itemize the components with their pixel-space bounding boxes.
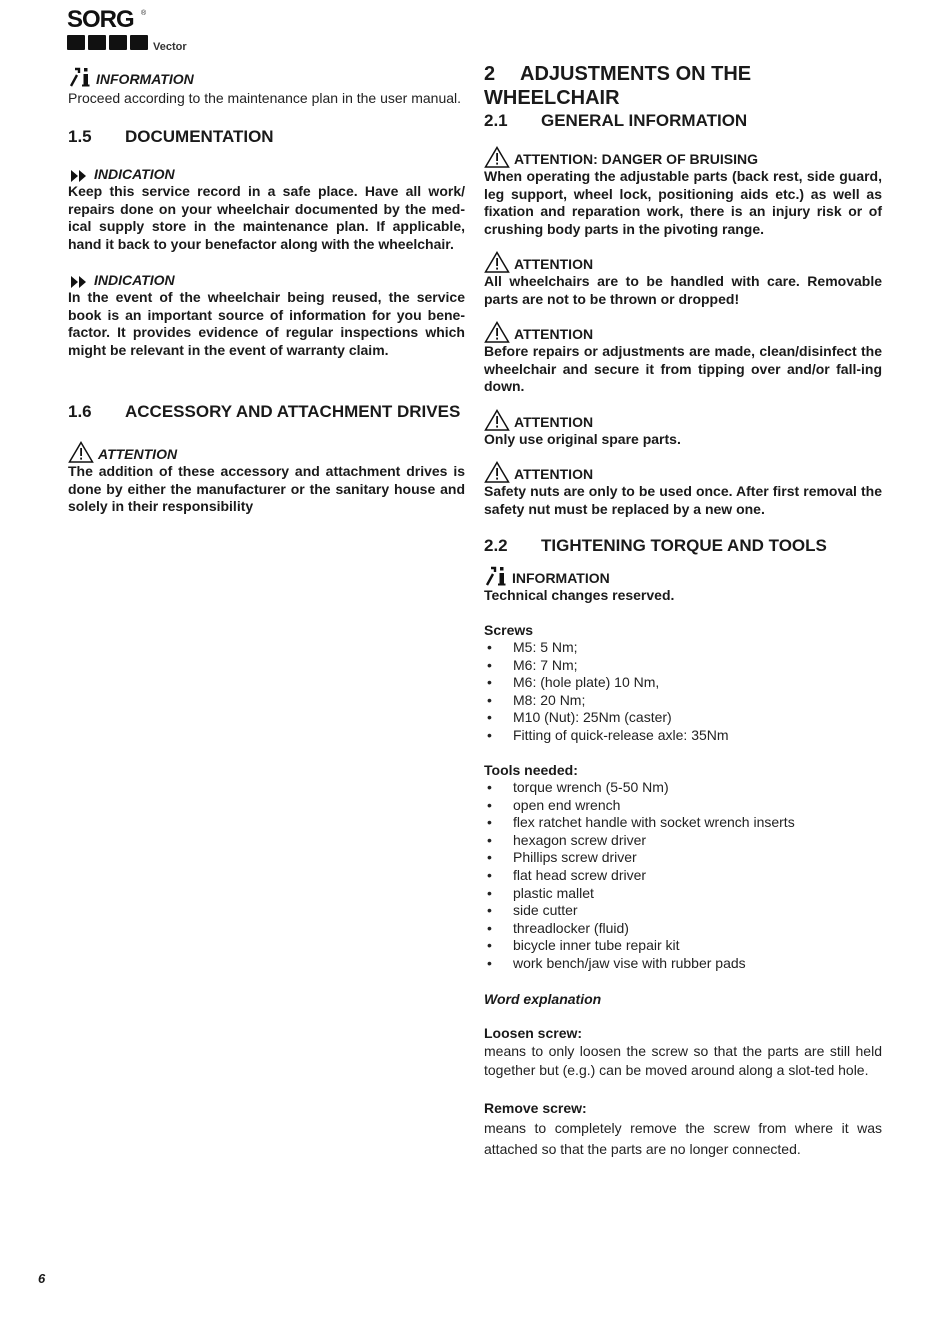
attention-text: The addition of these accessory and attachment drives is done by either the manufacturer or the sanitary house and solely in their responsibility	[68, 463, 465, 514]
list-item: • hexagon screw driver	[487, 831, 647, 848]
loosen-screw-title: Loosen screw:	[484, 1024, 583, 1041]
indication-head-2	[68, 271, 465, 289]
section-title: DOCUMENTATION	[125, 127, 274, 146]
attention-text-5: Safety nuts are only to be used once. After first removal the safety nut must be replaced by a new one.	[484, 483, 882, 517]
warning-triangle-icon	[68, 441, 94, 463]
list-item: • open end wrench	[487, 796, 621, 813]
attention-text-4: Only use original spare parts.	[484, 430, 681, 447]
section-title: GENERAL INFORMATION	[541, 111, 748, 130]
list-item: • Phillips screw driver	[487, 849, 637, 866]
info-notice-head	[68, 66, 465, 88]
screws-title: Screws	[484, 621, 534, 638]
section-2-1-heading	[484, 110, 882, 132]
section-number: 1.6	[68, 402, 92, 421]
left-column	[68, 62, 465, 516]
section-1-6-heading	[68, 401, 465, 423]
list-item: • flat head screw driver	[487, 867, 647, 884]
screws-list	[484, 639, 882, 745]
indication-label: INDICATION	[94, 272, 175, 288]
chapter-2-heading	[484, 62, 882, 110]
section-1-5-heading	[68, 126, 465, 148]
attention-head-3	[484, 321, 882, 343]
section-number: 2.1	[484, 111, 508, 130]
indication-label: INDICATION	[94, 166, 175, 182]
chapter-title: ADJUSTMENTS ON THE WHEELCHAIR	[484, 63, 752, 109]
list-item: • threadlocker (fluid)	[487, 919, 629, 936]
page-number: 6	[38, 1271, 46, 1286]
section-2-2-heading	[484, 535, 882, 557]
indication-head-1	[68, 165, 465, 183]
section-number: 1.5	[68, 127, 92, 146]
double-arrow-icon	[68, 275, 90, 289]
info-text: Proceed according to the maintenance plan in the user manual.	[68, 90, 462, 106]
attention-head-2	[484, 251, 882, 273]
wrench-info-icon	[484, 565, 508, 587]
sorg-logo	[67, 8, 207, 56]
attention-head	[68, 441, 465, 463]
tools-title: Tools needed:	[484, 761, 578, 778]
list-item: • Fitting of quick-release axle: 35Nm	[487, 726, 729, 743]
logo-product: Vector	[153, 41, 187, 53]
list-item: • M6: 7 Nm;	[487, 656, 578, 673]
word-explanation-title: Word explanation	[484, 990, 602, 1007]
attention-label: ATTENTION	[514, 466, 594, 482]
attention-text-bruising: When operating the adjustable parts (back rest, side guard, leg support, wheel lock, positioning aids etc.) as well as fixation and reparation work, there is an injury risk or of crushing body parts in the pivoting range.	[484, 168, 882, 237]
attention-head-bruising	[484, 146, 882, 168]
section-number: 2.2	[484, 536, 508, 555]
right-column	[484, 62, 882, 1160]
logo-brand: SORG	[67, 6, 134, 33]
warning-triangle-icon	[484, 409, 510, 431]
warning-triangle-icon	[484, 146, 510, 168]
list-item: • flex ratchet handle with socket wrench inserts	[487, 814, 795, 831]
list-item: • M6: (hole plate) 10 Nm,	[487, 674, 660, 691]
attention-label: ATTENTION	[514, 256, 594, 272]
remove-screw-title: Remove screw:	[484, 1100, 587, 1117]
info-label: INFORMATION	[96, 71, 194, 87]
double-arrow-icon	[68, 169, 90, 183]
chapter-number: 2	[484, 63, 496, 85]
attention-label: ATTENTION	[514, 326, 594, 342]
section-title: TIGHTENING TORQUE AND TOOLS	[541, 536, 827, 555]
attention-head-4	[484, 409, 882, 431]
logo-registered: ®	[141, 10, 147, 17]
wrench-info-icon	[68, 66, 92, 88]
info-notice-head-2	[484, 565, 882, 587]
info-text-2: Technical changes reserved.	[484, 587, 675, 603]
list-item: • M8: 20 Nm;	[487, 691, 586, 708]
attention-label: ATTENTION	[514, 413, 594, 430]
warning-triangle-icon	[484, 461, 510, 483]
warning-triangle-icon	[484, 251, 510, 273]
list-item: • bicycle inner tube repair kit	[487, 937, 680, 954]
list-item: • M5: 5 Nm;	[487, 639, 578, 655]
info-label: INFORMATION	[512, 570, 610, 586]
attention-label: ATTENTION: DANGER OF BRUISING	[514, 151, 758, 167]
list-item: • plastic mallet	[487, 884, 594, 901]
attention-head-5	[484, 461, 882, 483]
loosen-screw-text: means to only loosen the screw so that the parts are still held together but (e.g.) can be moved around along a slot-ted hole.	[484, 1043, 882, 1079]
logo-blocks	[67, 35, 148, 50]
attention-text-2: All wheelchairs are to be handled with care. Removable parts are not to be thrown or dropped!	[484, 273, 882, 307]
list-item: • torque wrench (5-50 Nm)	[487, 779, 669, 796]
attention-text-3: Before repairs or adjustments are made, clean/disinfect the wheelchair and secure it from tipping over and/or fall-ing down.	[484, 343, 882, 394]
list-item: • work bench/jaw vise with rubber pads	[487, 955, 746, 971]
warning-triangle-icon	[484, 321, 510, 343]
attention-label: ATTENTION	[98, 446, 178, 462]
remove-screw-text: means to completely remove the screw from where it was attached so that the parts are no longer connected.	[484, 1119, 882, 1157]
section-title: ACCESSORY AND ATTACHMENT DRIVES	[125, 402, 461, 421]
indication-text-2: In the event of the wheelchair being reused, the service book is an important source of information for you bene-factor. It provides evidence of regular inspections which might be relevant in the event of warranty claim.	[68, 289, 465, 358]
indication-text-1: Keep this service record in a safe place. Have all work/ repairs done on your wheelchair documented by the med-ical supply store in the maintenance plan. If applicable, hand it back to your benefactor along with the wheelchair.	[68, 183, 465, 252]
list-item: • side cutter	[487, 902, 578, 919]
list-item: • M10 (Nut): 25Nm (caster)	[487, 709, 672, 726]
tools-list	[484, 779, 882, 973]
